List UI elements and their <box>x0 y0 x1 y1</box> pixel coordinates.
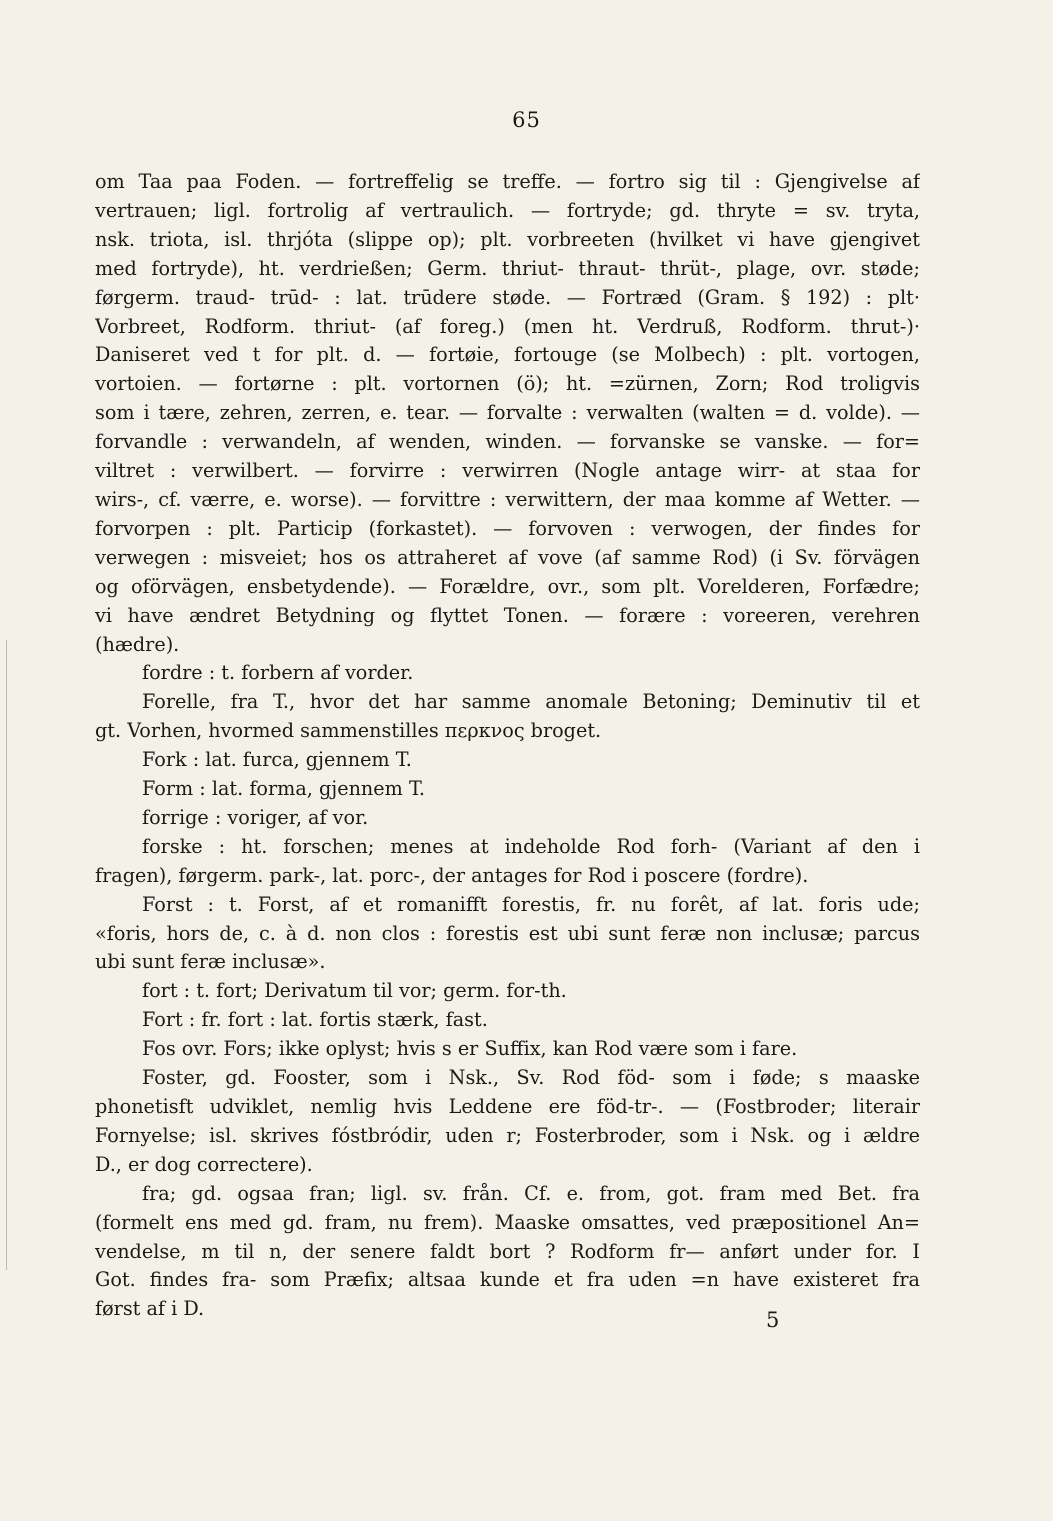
text-line: Fork : lat. furca, gjennem T. <box>142 748 412 772</box>
text-line: (hædre). <box>95 632 180 656</box>
text-line: Forelle, fra T., hvor det har samme anomale Betoning; Deminutiv til et <box>142 690 920 714</box>
margin-rule <box>6 640 7 1270</box>
text-line: vendelse, m til n, der senere faldt bort ? Rodform fr— anført under for. I <box>95 1239 920 1263</box>
text-line: wirs-, cf. værre, e. worse). — forvittre : verwittern, der maa komme af Wetter. — <box>95 487 920 511</box>
text-line: verwegen : misveiet; hos os attraheret af vove (af samme Rod) (i Sv. förvägen <box>95 545 920 569</box>
text-line: forvorpen : plt. Particip (forkastet). — forvoven : verwogen, der findes for <box>95 516 920 540</box>
text-line: phonetisft udviklet, nemlig hvis Leddene ere föd-tr-. — (Fostbroder; literair <box>95 1095 920 1118</box>
text-line: forvandle : verwandeln, af wenden, winden. — forvanske se vanske. — for= <box>95 430 920 454</box>
text-line: om Taa paa Foden. — fortreffelig se treffe. — fortro sig til : Gjengivelse af <box>95 170 920 193</box>
dictionary-text <box>95 168 920 1324</box>
text-line: med fortrydе), ht. verdrießen; Germ. thriut- thraut- thrüt-, plage, ovr. støde; <box>95 256 920 280</box>
text-line: førgerm. traud- trūd- : lat. trūdere støde. — Fortræd (Gram. § 192) : plt· <box>95 285 920 309</box>
text-line: fordre : t. forbern af vorder. <box>142 661 414 685</box>
text-line: Daniseret ved t for plt. d. — fortøie, fortouge (se Molbech) : plt. vortogen, <box>95 343 920 367</box>
text-line: og oförvägen, ensbetydende). — Forældre, ovr., som plt. Vorelderen, Forfædre; <box>95 574 920 598</box>
text-line: vortoien. — fortørne : plt. vortornen (ö); ht. =zürnen, Zorn; Rod troligvis <box>95 372 920 396</box>
text-line: forrige : voriger, af vor. <box>142 805 369 829</box>
text-line: nsk. triota, isl. thrjóta (slippe op); plt. vorbreeten (hvilket vi have gjengivet <box>95 227 920 251</box>
text-line: forske : ht. forschen; menes at indeholde Rod forh- (Variant af den i <box>142 834 920 858</box>
text-line: Fos ovr. Fors; ikke oplyst; hvis s er Suffix, kan Rod være som i fare. <box>142 1037 798 1061</box>
text-line: Foster, gd. Fooster, som i Nsk., Sv. Rod föd- som i føde; s maaske <box>142 1066 920 1090</box>
text-line: Got. findes fra- som Præfix; altsaa kunde et fra uden =n have existeret fra <box>95 1268 920 1292</box>
text-line: Fornyelse; isl. skrives fóstbródir, uden r; Fosterbroder, som i Nsk. og i ældre <box>95 1123 920 1147</box>
text-line: gt. Vorhen, hvormed sammenstilles περκνος broget. <box>95 719 602 743</box>
text-line: først af i D. <box>95 1297 205 1321</box>
text-line: Fort : fr. fort : lat. fortis stærk, fast. <box>142 1008 488 1032</box>
text-line: Forst : t. Forst, af et romanifft forestis, fr. nu forêt, af lat. foris ude; <box>142 892 920 916</box>
text-line: vi have ændret Betydning og flyttet Tonen. — forære : voreeren, verehren <box>95 603 920 627</box>
text-line: vertrauen; ligl. fortrolig af vertraulich. — fortrydе; gd. thryte = sv. tryta, <box>95 198 920 222</box>
text-line: Vorbreet, Rodform. thriut- (af foreg.) (men ht. Verdruß, Rodform. thrut-)· <box>95 314 920 338</box>
text-line: (formelt ens med gd. fram, nu frem). Maaske omsattes, ved præpositionel An= <box>95 1210 920 1234</box>
text-line: viltret : verwilbert. — forvirre : verwirren (Nogle antage wirr- at staa for <box>95 459 920 483</box>
text-line: D., er dog correctere). <box>95 1152 313 1176</box>
signature-mark: 5 <box>766 1308 780 1332</box>
text-line: som i tære, zehren, zerren, e. tear. — forvalte : verwalten (walten = d. volde). — <box>95 401 920 425</box>
text-line: fra; gd. ogsaa fran; ligl. sv. från. Cf. e. from, got. fram med Bet. fra <box>142 1181 920 1205</box>
text-line: fort : t. fort; Derivatum til vor; germ. for-th. <box>142 979 567 1003</box>
text-line: Form : lat. forma, gjennem T. <box>142 777 426 801</box>
text-line: «foris, hors de, c. à d. non clos : forestis est ubi sunt feræ non inclusæ; parcus <box>95 921 920 945</box>
page-number: 65 <box>512 108 541 132</box>
text-line: ubi sunt feræ inclusæ». <box>95 950 326 974</box>
text-line: fragen), førgerm. park-, lat. porc-, der antages for Rod i poscere (fordre). <box>95 863 809 887</box>
